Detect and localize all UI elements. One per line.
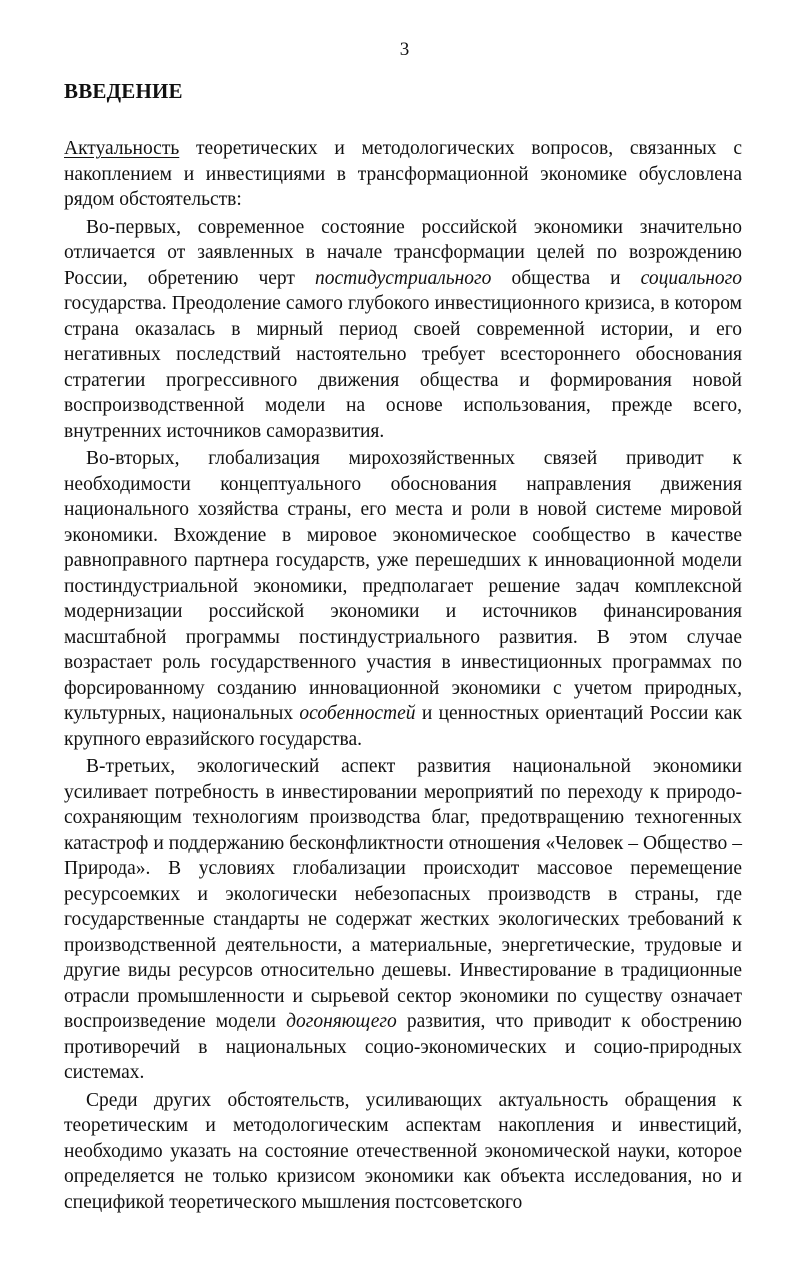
document-page [64, 38, 742, 1215]
paragraph-text: государства. Преодоление самого глубокого инвестиционного кризиса, в котором страна оказалась в мирный период своей современной истории, и его негативных последствий настоятельно требует всестороннего обоснования стратегии прогрессивного движения общества и формирования новой воспроизводственной модели на основе использования, прежде всего, внутренних источников саморазвития. [64, 293, 742, 442]
page-number: 3 [399, 39, 410, 60]
italic-term: социального [640, 267, 742, 289]
italic-term: догоняющего [286, 1011, 397, 1032]
section-heading: ВВЕДЕНИЕ [64, 79, 183, 103]
paragraph-text: Во-первых, современное состояние российской экономики значительно отличается от заявленных в начале трансформации целей по возрождению России, обретению черт [64, 216, 742, 289]
paragraph-text: теоретических и методологических вопросов, связанных с накоплением и инвестициями в трансформационной экономике обусловлена рядом обстоятельств: [64, 138, 742, 210]
paragraph-second [64, 446, 742, 752]
paragraph-text: Среди других обстоятельств, усиливающих актуальность обращения к теоретическим и методологическим аспектам накопления и инвестиций, необходимо указать на состояние отечественной экономической науки, которое определяется не только кризисом экономики как объекта исследования, но и спецификой теоретического мышления постсоветского [64, 1089, 742, 1213]
paragraph-text: Во-вторых, глобализация мирохозяйственных связей приводит к необходимости концептуального обоснования направления движения национального хозяйства страны, его места и роли в новой системе мировой экономики. Вхождение в мировое экономическое сообщество в качестве равноправного партнера государств, уже перешедших к инновационной модели постиндустриальной экономики, предполагает решение задач комплексной модернизации российской экономики и источников финансирования масштабной программы постиндустриального развития. В этом случае возрастает роль государственного участия в инвестиционных программах по форсированному созданию инновационной экономики с учетом природных, культурных, национальных [64, 448, 742, 724]
paragraph-text: развития, что приводит к обострению противоречий в национальных социо-экономических и социо-природных системах. [64, 1011, 743, 1083]
paragraph-text: и ценностных ориентаций России как крупного евразийского государства. [64, 703, 742, 750]
paragraph-intro [64, 136, 742, 213]
italic-term: постидустриального [315, 267, 492, 289]
paragraph-text: В-третьих, экологический аспект развития национальной экономики усиливает потребность в инвестировании мероприятий по переходу к природо-сохраняющим технологиям производства благ, предотвращению техногенных катастроф и поддержанию бесконфликтности отношения «Человек – Общество – Природа». В условиях глобализации происходит массовое перемещение ресурсоемких и экологически небезопасных производств в страны, где государственные стандарты не содержат жестких экологических требований к производственной деятельности, а материальные, энергетические, трудовые и другие виды ресурсов относительно дешевы. Инвестирование в традиционные отрасли промышленности и сырьевой сектор экономики по существу означает воспроизведение модели [64, 756, 742, 1032]
paragraph-first [64, 215, 742, 445]
italic-term: особенностей [299, 703, 416, 724]
underlined-term: Актуальность [64, 138, 180, 159]
paragraph-third [64, 754, 742, 1086]
body-text [64, 136, 742, 1215]
paragraph-fourth [64, 1088, 742, 1216]
paragraph-text: общества и [491, 267, 641, 289]
